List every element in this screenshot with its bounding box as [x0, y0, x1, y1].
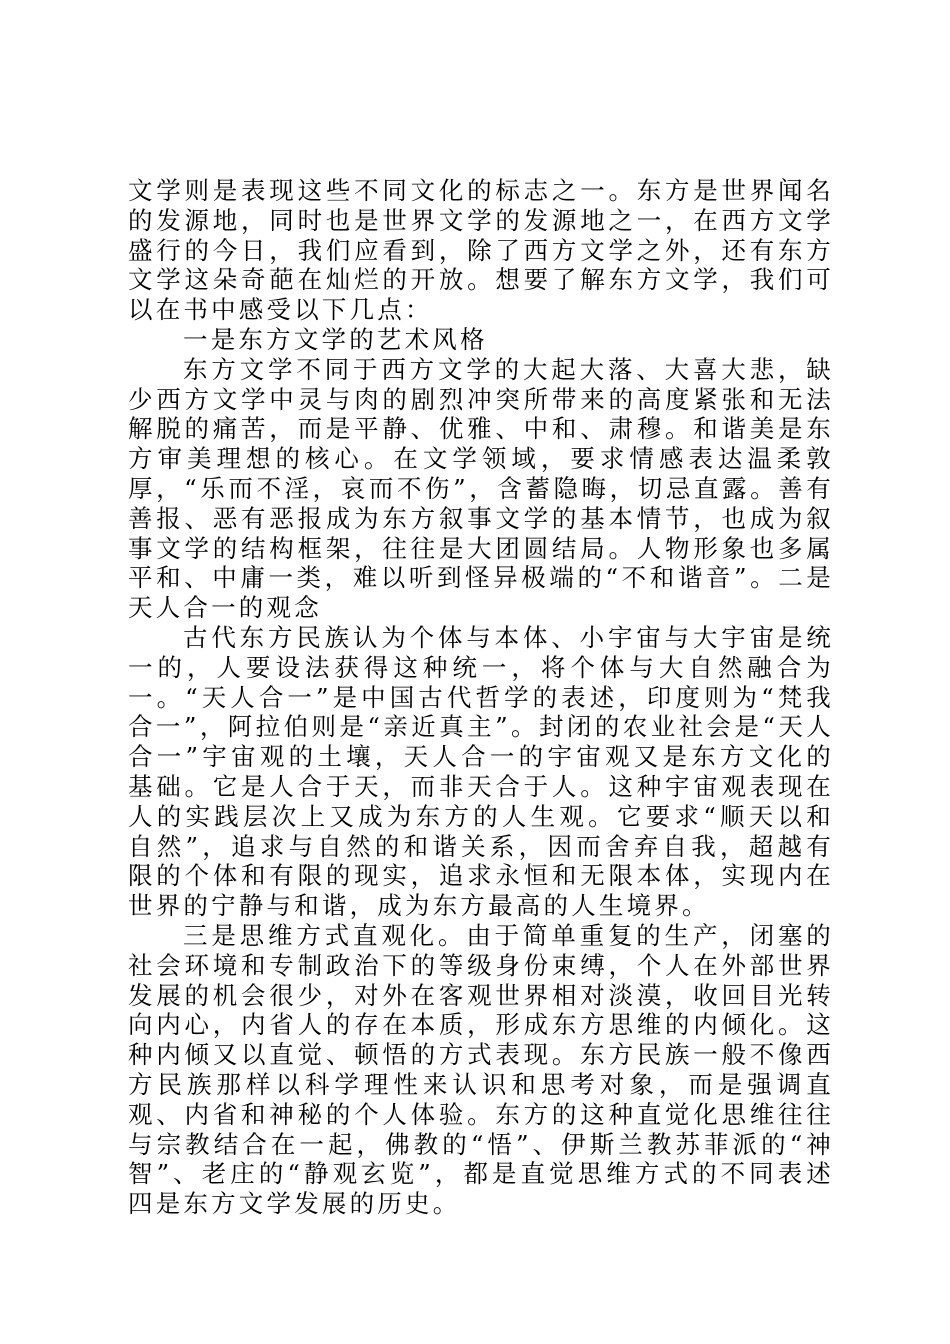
document-body: [128, 176, 834, 1219]
paragraph-unity-heaven-man: 古代东方民族认为个体与本体、小宇宙与大宇宙是统一的，人要设法获得这种统一，将个体与大自然融合为一。“天人合一”是中国古代哲学的表述，印度则为“梵我合一”，阿拉伯则是“亲近真主”。封闭的农业社会是“天人合一”宇宙观的土壤，天人合一的宇宙观又是东方文化的基础。它是人合于天，而非天合于人。这种宇宙观表现在人的实践层次上又成为东方的人生观。它要求“顺天以和自然”，追求与自然的和谐关系，因而舍弃自我，超越有限的个体和有限的现实，追求永恒和无限本体，实现内在世界的宁静与和谐，成为东方最高的人生境界。: [128, 622, 834, 921]
paragraph-intuitive-thinking: 三是思维方式直观化。由于简单重复的生产，闭塞的社会环境和专制政治下的等级身份束缚，个人在外部世界发展的机会很少，对外在客观世界相对淡漠，收回目光转向内心，内省人的存在本质，形成东方思维的内倾化。这种内倾又以直觉、顿悟的方式表现。东方民族一般不像西方民族那样以科学理性来认识和思考对象，而是强调直观、内省和神秘的个人体验。东方的这种直觉化思维往往与宗教结合在一起，佛教的“悟”、伊斯兰教苏菲派的“神智”、老庄的“静观玄览”，都是直觉思维方式的不同表述四是东方文学发展的历史。: [128, 920, 834, 1219]
paragraph-art-style: 东方文学不同于西方文学的大起大落、大喜大悲，缺少西方文学中灵与肉的剧烈冲突所带来的高度紧张和无法解脱的痛苦，而是平静、优雅、中和、肃穆。和谐美是东方审美理想的核心。在文学领域，要求情感表达温柔敦厚，“乐而不淫，哀而不伤”，含蓄隐晦，切忌直露。善有善报、恶有恶报成为东方叙事文学的基本情节，也成为叙事文学的结构框架，往往是大团圆结局。人物形象也多属平和、中庸一类，难以听到怪异极端的“不和谐音”。二是天人合一的观念: [128, 354, 834, 623]
paragraph-intro: 文学则是表现这些不同文化的标志之一。东方是世界闻名的发源地，同时也是世界文学的发源地之一，在西方文学盛行的今日，我们应看到，除了西方文学之外，还有东方文学这朵奇葩在灿烂的开放。想要了解东方文学，我们可以在书中感受以下几点：: [128, 176, 834, 325]
section-heading-art-style: 一是东方文学的艺术风格: [183, 324, 488, 354]
